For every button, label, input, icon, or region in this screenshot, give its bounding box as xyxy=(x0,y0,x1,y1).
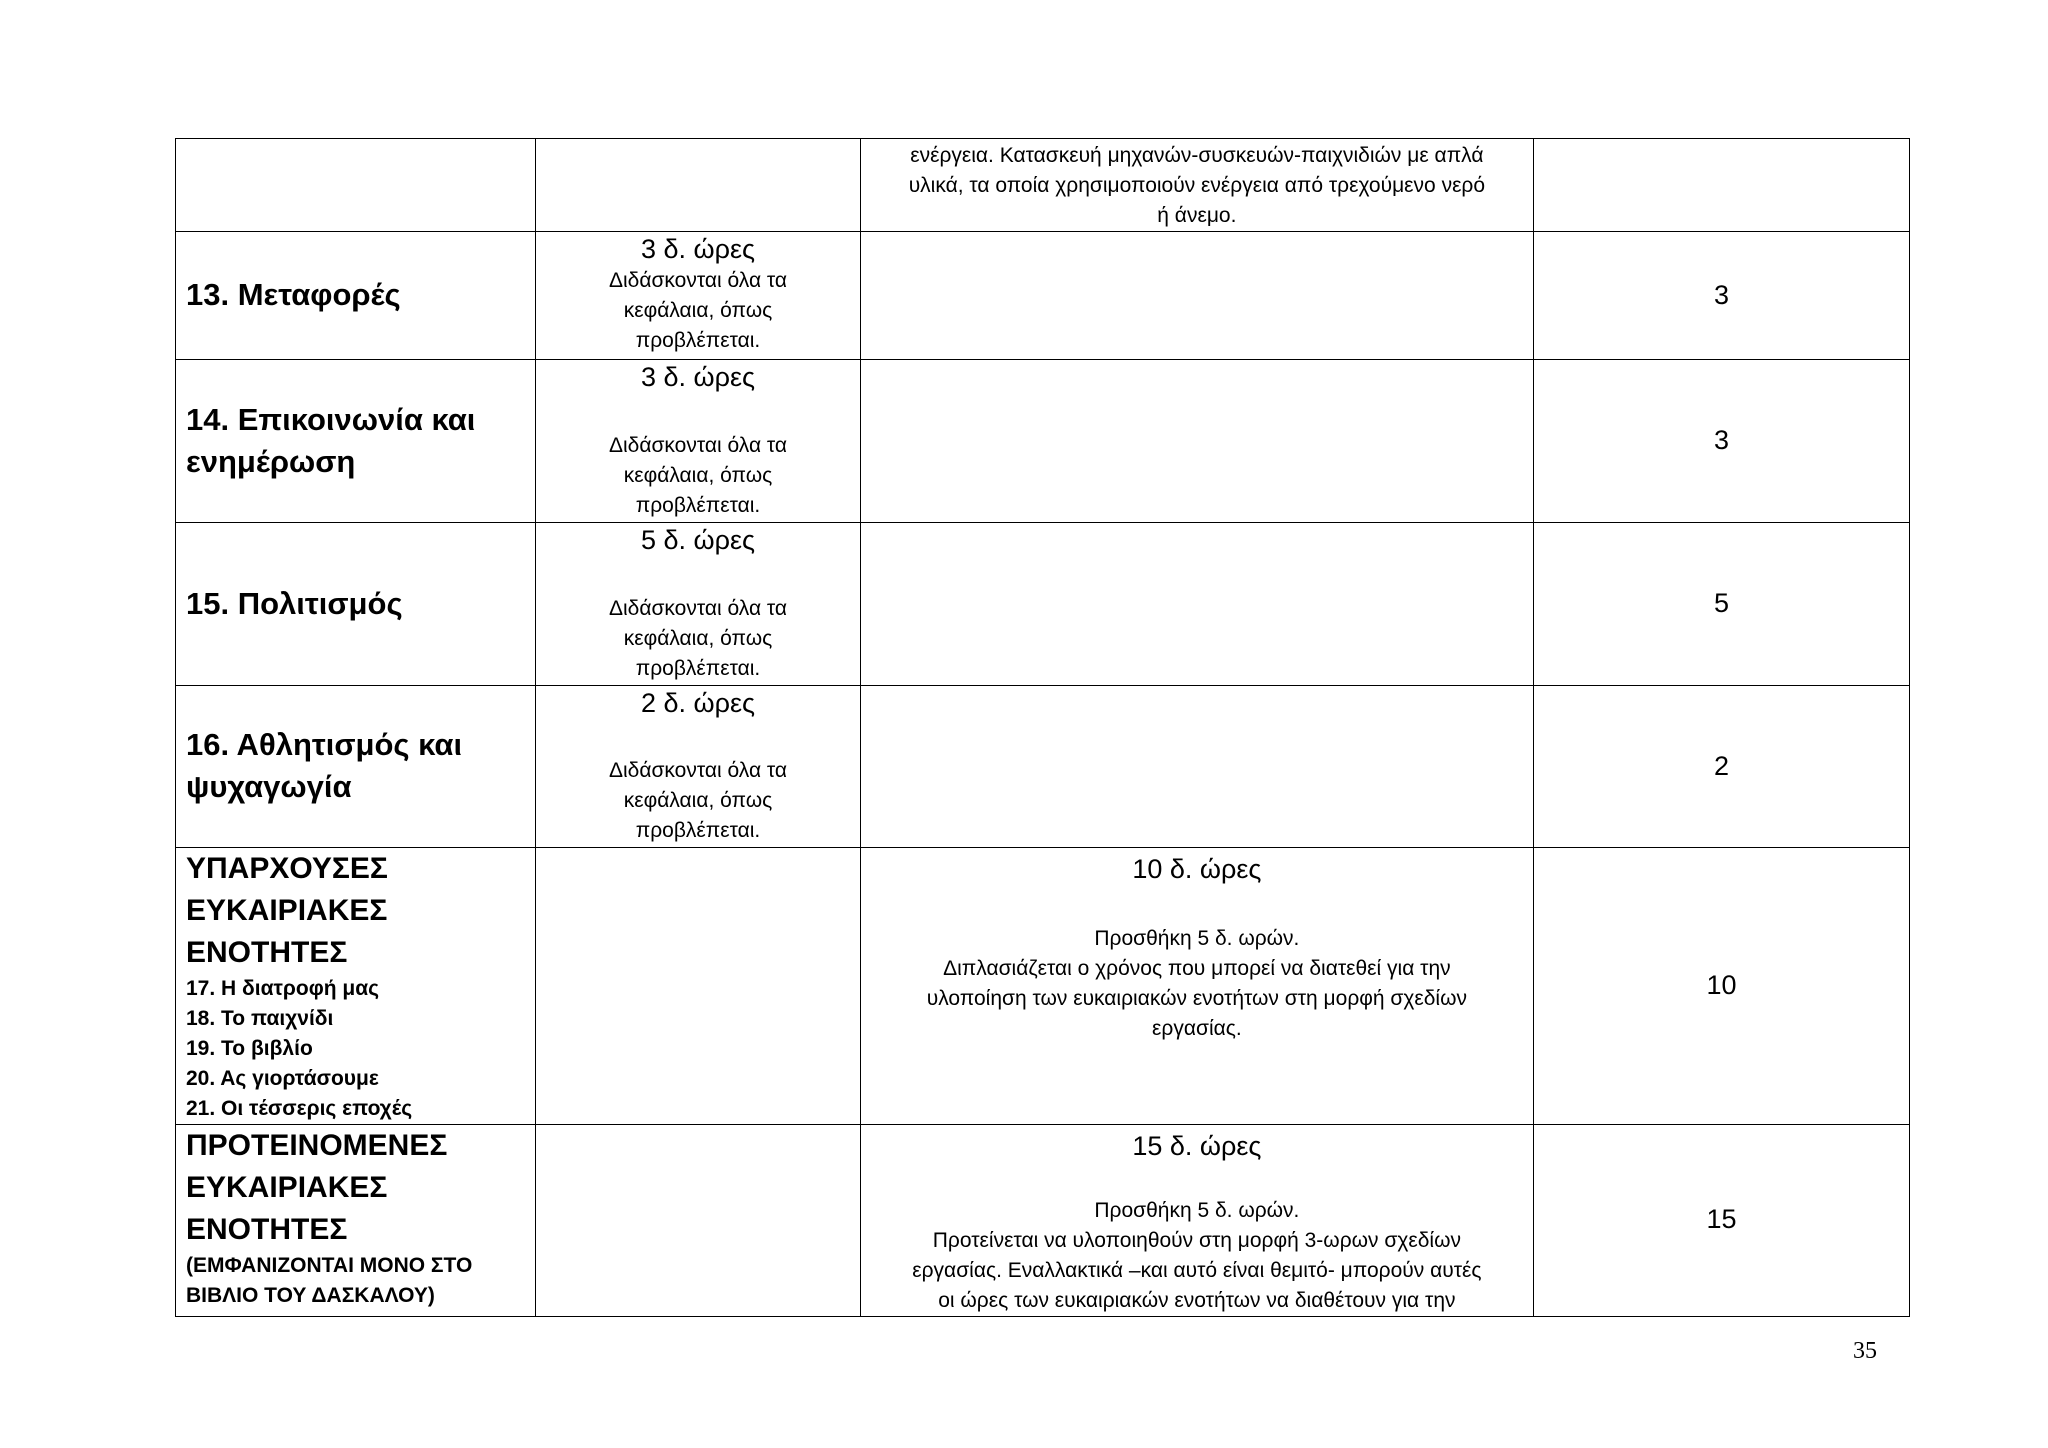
total-cell xyxy=(1533,1125,1909,1317)
table-row xyxy=(176,360,1910,523)
total-value: 15 xyxy=(1706,1204,1737,1234)
hours-label: 5 δ. ώρες xyxy=(640,525,756,555)
comment-line: Προσθήκη 5 δ. ωρών. xyxy=(1094,1199,1300,1222)
comment-line: υλικά, τα οποία χρησιμοποιούν ενέργεια από τρεχούμενο νερό xyxy=(908,174,1486,197)
table-row xyxy=(176,139,1910,232)
sub-item: 17. Η διατροφή μας xyxy=(186,977,380,1000)
table-row xyxy=(176,523,1910,686)
table-row xyxy=(176,232,1910,360)
sub-item-list xyxy=(186,974,525,1124)
comment-cell xyxy=(860,360,1533,523)
sub-item: 20. Ας γιορτάσουμε xyxy=(186,1067,379,1090)
chapter-cell xyxy=(176,1125,536,1317)
chapter-title: 13. Μεταφορές xyxy=(186,277,401,312)
comment-line: Προσθήκη 5 δ. ωρών. xyxy=(1094,927,1300,950)
section-title-line: ΠΡΟΤΕΙΝΟΜΕΝΕΣ xyxy=(186,1129,448,1162)
hours-cell xyxy=(536,848,861,1125)
total-cell xyxy=(1533,523,1909,686)
chapter-cell xyxy=(176,848,536,1125)
total-cell xyxy=(1533,848,1909,1125)
comment-line: υλοποίηση των ευκαιριακών ενοτήτων στη μορφή σχεδίων xyxy=(926,987,1467,1010)
table-row xyxy=(176,848,1910,1125)
comment-line: Προτείνεται να υλοποιηθούν στη μορφή 3-ωρων σχεδίων xyxy=(932,1229,1461,1252)
section-title-line: ΕΝΟΤΗΤΕΣ xyxy=(186,1213,348,1246)
comment-line: οι ώρες των ευκαιριακών ενοτήτων να διαθέτουν για την xyxy=(938,1289,1456,1312)
note-line: κεφάλαια, όπως xyxy=(623,789,773,812)
comment-line: εργασίας. xyxy=(1152,1017,1242,1040)
sub-item: 19. Το βιβλίο xyxy=(186,1037,313,1060)
chapter-cell xyxy=(176,523,536,686)
total-cell xyxy=(1533,232,1909,360)
chapter-title: 14. Επικοινωνία και xyxy=(186,401,476,437)
sub-item: 18. Το παιχνίδι xyxy=(186,1007,334,1030)
section-subtitle-line: (ΕΜΦΑΝΙΖΟΝΤΑΙ ΜΟΝΟ ΣΤΟ xyxy=(186,1254,473,1277)
chapter-cell xyxy=(176,360,536,523)
chapter-title: 15. Πολιτισμός xyxy=(186,585,403,621)
hours-label: 3 δ. ώρες xyxy=(640,234,756,264)
hours-cell xyxy=(536,139,861,232)
comment-cell xyxy=(860,139,1533,232)
total-value: 2 xyxy=(1713,750,1729,781)
note-line: προβλέπεται. xyxy=(635,657,761,680)
comment-line: ή άνεμο. xyxy=(1157,204,1237,227)
hours-cell xyxy=(536,686,861,848)
total-cell xyxy=(1533,139,1909,232)
chapter-title: 16. Αθλητισμός και xyxy=(186,727,463,762)
note-line: Διδάσκονται όλα τα xyxy=(608,434,788,457)
comment-line: εργασίας. Εναλλακτικά –και αυτό είναι θεμιτό- μπορούν αυτές xyxy=(912,1259,1482,1282)
total-cell xyxy=(1533,360,1909,523)
note-line: κεφάλαια, όπως xyxy=(623,464,773,487)
comment-cell xyxy=(860,232,1533,360)
note-line: κεφάλαια, όπως xyxy=(623,299,773,322)
note-line: προβλέπεται. xyxy=(635,819,761,842)
hours-cell xyxy=(536,523,861,686)
comment-line: Διπλασιάζεται ο χρόνος που μπορεί να διατεθεί για την xyxy=(943,957,1451,980)
chapter-cell xyxy=(176,139,536,232)
curriculum-table xyxy=(175,138,1910,1317)
sub-item: 21. Οι τέσσερις εποχές xyxy=(186,1097,413,1120)
hours-label: 10 δ. ώρες xyxy=(1132,854,1262,884)
comment-cell xyxy=(860,686,1533,848)
total-cell xyxy=(1533,686,1909,848)
comment-line: ενέργεια. Κατασκευή μηχανών-συσκευών-παιχνιδιών με απλά xyxy=(910,144,1484,167)
note-line: κεφάλαια, όπως xyxy=(623,627,773,650)
hours-cell xyxy=(536,232,861,360)
total-value: 10 xyxy=(1706,969,1737,1000)
section-title xyxy=(186,848,525,974)
note-line: προβλέπεται. xyxy=(635,329,761,352)
section-title-line: ΕΥΚΑΙΡΙΑΚΕΣ xyxy=(186,1171,388,1204)
comment-cell xyxy=(860,1125,1533,1317)
section-title-line: ΕΝΟΤΗΤΕΣ xyxy=(186,936,348,969)
table-row xyxy=(176,1125,1910,1317)
section-title-line: ΥΠΑΡΧΟΥΣΕΣ xyxy=(186,852,388,885)
hours-label: 15 δ. ώρες xyxy=(1132,1131,1262,1161)
note-line: προβλέπεται. xyxy=(635,494,761,517)
chapter-title: ενημέρωση xyxy=(186,443,356,479)
chapter-title: ψυχαγωγία xyxy=(186,769,352,804)
hours-label: 2 δ. ώρες xyxy=(640,688,756,718)
section-title xyxy=(186,1125,525,1251)
hours-cell xyxy=(536,1125,861,1317)
page-number: 35 xyxy=(1853,1338,1877,1364)
section-title-line: ΕΥΚΑΙΡΙΑΚΕΣ xyxy=(186,894,388,927)
total-value: 3 xyxy=(1713,279,1729,310)
total-value: 3 xyxy=(1713,425,1729,455)
comment-cell xyxy=(860,523,1533,686)
chapter-cell xyxy=(176,232,536,360)
hours-label: 3 δ. ώρες xyxy=(640,362,756,392)
note-line: Διδάσκονται όλα τα xyxy=(608,759,788,782)
note-line: Διδάσκονται όλα τα xyxy=(608,269,788,292)
chapter-cell xyxy=(176,686,536,848)
comment-cell xyxy=(860,848,1533,1125)
total-value: 5 xyxy=(1713,588,1729,618)
hours-cell xyxy=(536,360,861,523)
section-subtitle-line: ΒΙΒΛΙΟ ΤΟΥ ΔΑΣΚΑΛΟΥ) xyxy=(186,1284,435,1307)
note-line: Διδάσκονται όλα τα xyxy=(608,597,788,620)
table-row xyxy=(176,686,1910,848)
